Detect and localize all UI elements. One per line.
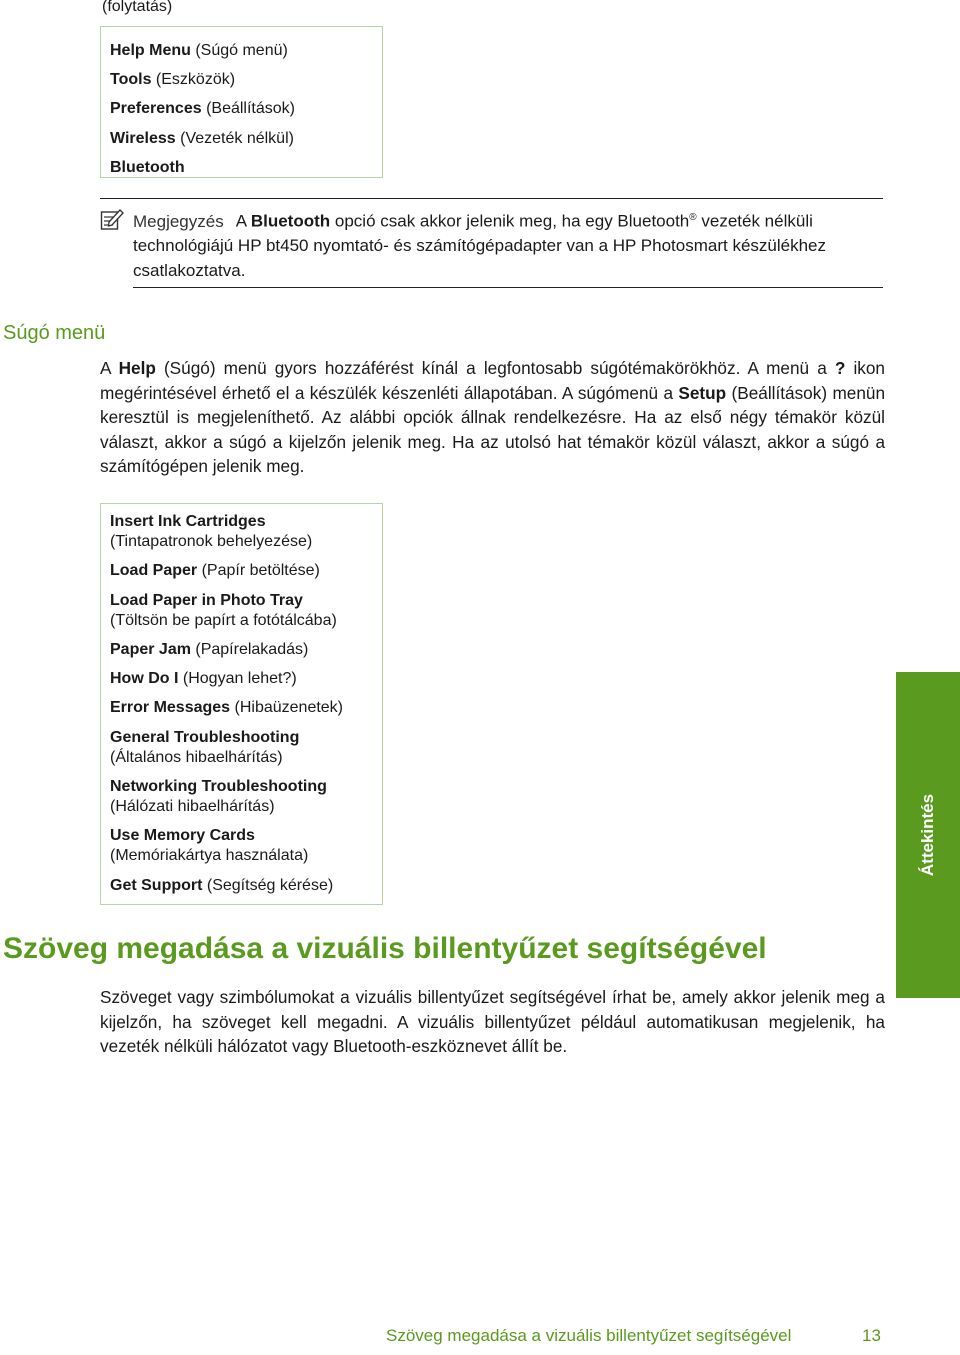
help-topic [110,669,382,689]
help-topic-name: Error Messages [110,699,231,717]
note-top-rule [100,198,883,199]
menu-option [110,36,382,65]
help-topic-translation: (Hogyan lehet?) [178,670,297,688]
menu-option-translation: (Vezeték nélkül) [175,129,294,147]
menu-option-name: Tools [110,71,152,89]
menu-option-translation: (Súgó menü) [190,42,288,59]
help-topic [110,777,382,817]
setup-bold: Setup [678,382,727,403]
text-part: ikon megérintésével érhető el a készülék készenléti állapotában. A súgómenü a [100,358,885,403]
menu-option [110,94,382,123]
help-menu-paragraph [100,356,885,479]
note-text-part: A [235,211,251,231]
help-topic-name: General Troubleshooting [110,728,300,746]
help-topic-translation: (Hálózati hibaelhárítás) [110,798,275,816]
help-topic [110,826,382,866]
keyboard-section-heading: Szöveg megadása a vizuális billentyűzet segítségével [3,932,767,965]
text-part: A [100,358,119,378]
footer-section-title: Szöveg megadása a vizuális billentyűzet segítségével [386,1326,792,1345]
text-part: (Súgó) menü gyors hozzáférést kínál a legfontosabb súgótémakörökhöz. A menü a [155,358,835,378]
help-topic-translation: (Segítség kérése) [202,876,334,894]
help-topic-name: Load Paper in Photo Tray [110,591,303,609]
note-pencil-icon [100,207,124,231]
help-topic-translation: (Általános hibaelhárítás) [110,748,283,766]
help-topic-translation: (Papír betöltése) [197,562,320,580]
text-part: (Beállítások) menün keresztül is megjeleníthető. Az alábbi opciók állnak rendelkezésre. Ha az első négy témakör közül választ, akkor a súgó a kijelzőn jelenik meg. Ha az utolsó hat témakör közül választ, akkor a súgó a számítógépen jelenik meg. [100,382,885,477]
help-topic [110,698,382,718]
menu-option-translation: (Beállítások) [201,100,295,118]
help-topic-name: Load Paper [110,562,198,580]
help-bold: Help [118,358,156,378]
help-topic-name: Insert Ink Cartridges [110,513,266,530]
menu-option-name: Bluetooth [110,158,185,176]
help-topic-translation: (Memóriakártya használata) [110,847,309,865]
help-topic-name: How Do I [110,670,179,688]
help-topic [110,591,382,631]
note-bluetooth-bold: Bluetooth [250,211,331,231]
question-mark-bold: ? [834,358,846,378]
help-topic [110,512,382,552]
note-text [133,206,885,283]
menu-option-name: Wireless [110,129,176,147]
help-topics-box [100,503,383,905]
chapter-side-tab [896,672,960,998]
help-topic-name: Paper Jam [110,640,191,658]
note-text-part: opció csak akkor jelenik meg, ha egy Bluetooth [330,211,690,231]
menu-option-name: Preferences [110,100,202,118]
help-topic-translation: (Tintapatronok behelyezése) [110,533,313,550]
help-topic [110,876,382,896]
help-topic-name: Use Memory Cards [110,827,255,845]
help-topic-name: Networking Troubleshooting [110,778,327,796]
registered-mark: ® [689,212,697,223]
menu-option-translation: (Eszközök) [151,71,236,89]
help-topic-translation: (Töltsön be papírt a fotótálcába) [110,611,337,629]
note-bottom-rule [133,287,883,288]
note-label: Megjegyzés [133,211,224,231]
menu-option [110,124,382,153]
help-topic [110,728,382,768]
menu-option-name: Help Menu [110,42,191,59]
chapter-side-tab-label: Áttekintés [918,793,937,877]
help-topic-translation: (Hibaüzenetek) [230,699,344,717]
keyboard-section-paragraph: Szöveget vagy szimbólumokat a vizuális billentyűzet segítségével írhat be, amely akkor jelenik meg a kijelzőn, ha szöveget kell megadni. A vizuális billentyűzet például automatikusan megjelenik, ha vezeték nélküli hálózatot vagy Bluetooth-eszköznevet állít be. [100,987,885,1057]
note-text-part: vezeték nélküli technológiájú HP bt450 nyomtató- és számítógépadapter van a HP Photosmart készülékhez csatlakoztatva. [133,211,826,280]
help-topic-name: Get Support [110,876,203,894]
help-topic [110,640,382,660]
page-number: 13 [862,1326,881,1345]
help-topic-translation: (Papírelakadás) [190,640,309,658]
menu-option [110,153,382,182]
continued-label: (folytatás) [102,0,173,15]
menu-option [110,65,382,94]
menu-options-box [100,26,383,178]
help-menu-heading: Súgó menü [3,322,106,344]
help-topic [110,561,382,581]
